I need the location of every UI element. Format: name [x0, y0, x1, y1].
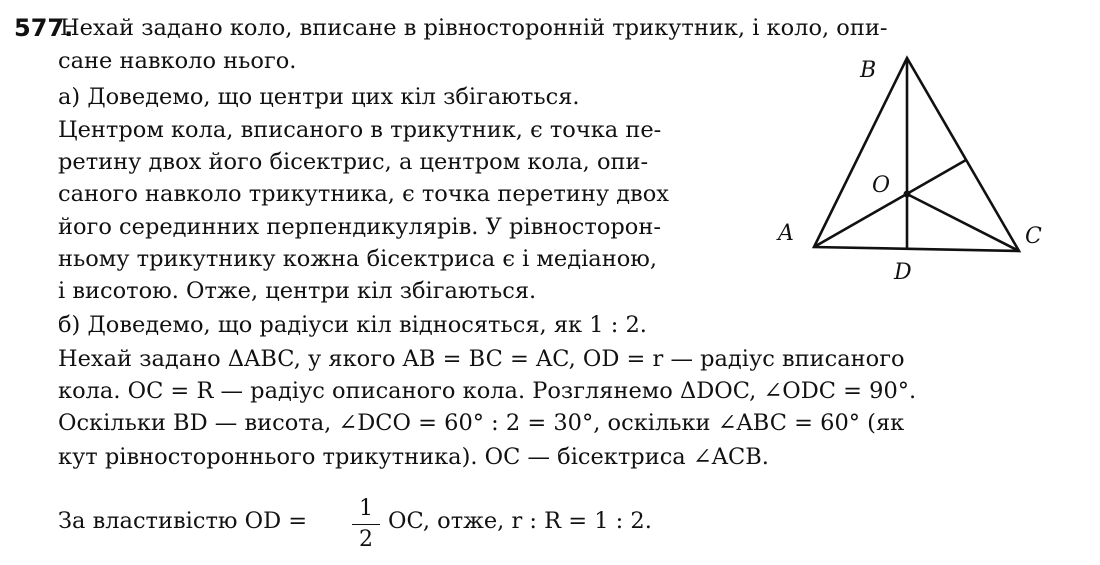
fraction-numerator: 1 — [359, 496, 373, 521]
text-line-2: сане навколо нього. — [58, 48, 297, 74]
label-b: B — [860, 58, 877, 83]
text-line-5: ретину двох його бісектрис, а центром кола, опи- — [58, 149, 649, 175]
text-line-3: а) Доведемо, що центри цих кіл збігаються. — [58, 84, 580, 110]
label-c: C — [1025, 224, 1042, 249]
text-line-15-start: За властивістю OD = — [58, 508, 308, 534]
problem-number: 577. — [14, 14, 74, 42]
text-line-12: кола. OC = R — радіус описаного кола. Розглянемо ΔDOC, ∠ODC = 90°. — [58, 378, 917, 404]
fraction-denominator: 2 — [359, 527, 373, 552]
text-line-9: і висотою. Отже, центри кіл збігаються. — [58, 278, 537, 304]
label-o: O — [872, 173, 891, 198]
text-line-15-end: OC, отже, r : R = 1 : 2. — [388, 508, 652, 534]
label-a: A — [778, 221, 794, 246]
text-line-8: ньому трикутнику кожна бісектриса є і медіаною, — [58, 246, 657, 272]
text-line-6: саного навколо трикутника, є точка перетину двох — [58, 181, 669, 207]
text-line-13: Оскільки BD — висота, ∠DCO = 60° : 2 = 30°, оскільки ∠ABC = 60° (як — [58, 410, 905, 436]
text-line-14: кут рівностороннього трикутника). OC — бісектриса ∠ACB. — [58, 444, 769, 470]
text-line-7: його серединних перпендикулярів. У рівносторон- — [58, 214, 661, 240]
text-line-1: Нехай задано коло, вписане в рівносторонній трикутник, і коло, опи- — [60, 15, 888, 41]
text-line-11: Нехай задано ΔABC, у якого AB = BC = AC, OD = r — радіус вписаного — [58, 346, 905, 372]
triangle-abc — [814, 58, 1019, 251]
label-d: D — [894, 260, 912, 285]
text-line-10: б) Доведемо, що радіуси кіл відносяться, як 1 : 2. — [58, 312, 647, 338]
text-line-4: Центром кола, вписаного в трикутник, є точка пе- — [58, 117, 662, 143]
center-point-o — [904, 191, 911, 198]
